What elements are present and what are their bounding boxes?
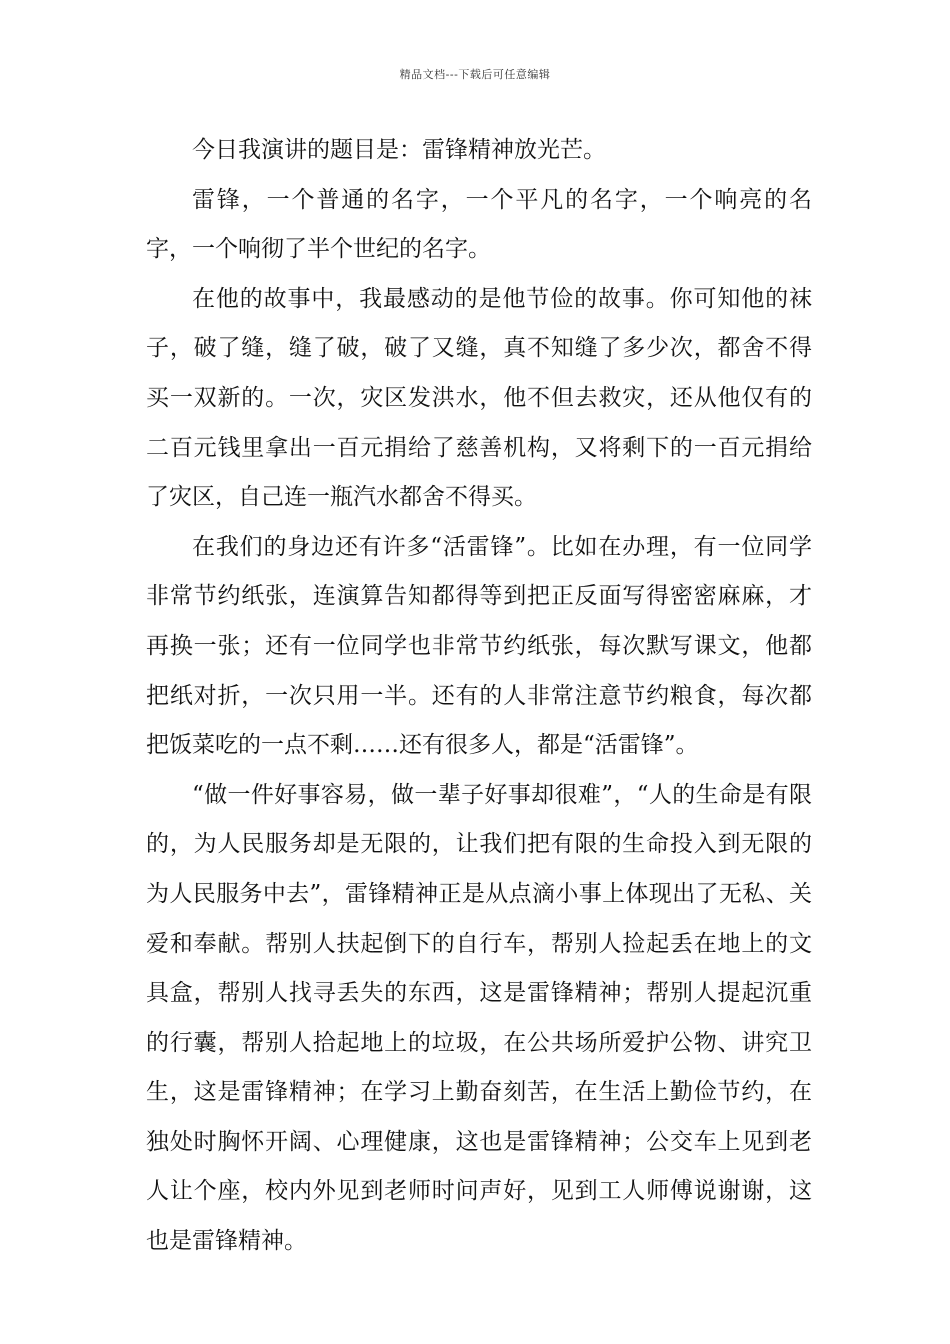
- paragraph-frugality-story: 在他的故事中，我最感动的是他节俭的故事。你可知他的袜子，破了缝，缝了破，破了又缝，真不知缝了多少次，都舍不得买一双新的。一次，灾区发洪水，他不但去救灾，还从他仅有的二百元钱里拿出一百元捐给了慈善机构，又将剩下的一百元捐给了灾区，自己连一瓶汽水都舍不得买。: [146, 285, 812, 511]
- paragraph-leifeng-spirit: “做一件好事容易，做一辈子好事却很难”，“人的生命是有限的，为人民服务却是无限的，让我们把有限的生命投入到无限的为人民服务中去”，雷锋精神正是从点滴小事上体现出了无私、关爱和奉献。帮别人扶起倒下的自行车，帮别人捡起丢在地上的文具盒，帮别人找寻丢失的东西，这是雷锋精神；帮别人提起沉重的行囊，帮别人拾起地上的垃圾，在公共场所爱护公物、讲究卫生，这是雷锋精神；在学习上勤奋刻苦，在生活上勤俭节约，在独处时胸怀开阔、心理健康，这也是雷锋精神；公交车上见到老人让个座，校内外见到老师时问声好，见到工人师傅说谢谢，这也是雷锋精神。: [146, 781, 812, 1255]
- page-header: 精品文档---下载后可任意编辑: [399, 68, 551, 81]
- document-body: [146, 126, 812, 1267]
- paragraph-leifeng-name: 雷锋，一个普通的名字，一个平凡的名字，一个响亮的名字，一个响彻了半个世纪的名字。: [146, 186, 812, 263]
- paragraph-title-intro: 今日我演讲的题目是：雷锋精神放光芒。: [192, 137, 606, 163]
- paragraph-living-leifeng: 在我们的身边还有许多“活雷锋”。比如在办理，有一位同学非常节约纸张，连演算告知都得等到把正反面写得密密麻麻，才再换一张；还有一位同学也非常节约纸张，每次默写课文，他都把纸对折，一次只用一半。还有的人非常注意节约粮食，每次都把饭菜吃的一点不剩……还有很多人，都是“活雷锋”。: [146, 533, 812, 759]
